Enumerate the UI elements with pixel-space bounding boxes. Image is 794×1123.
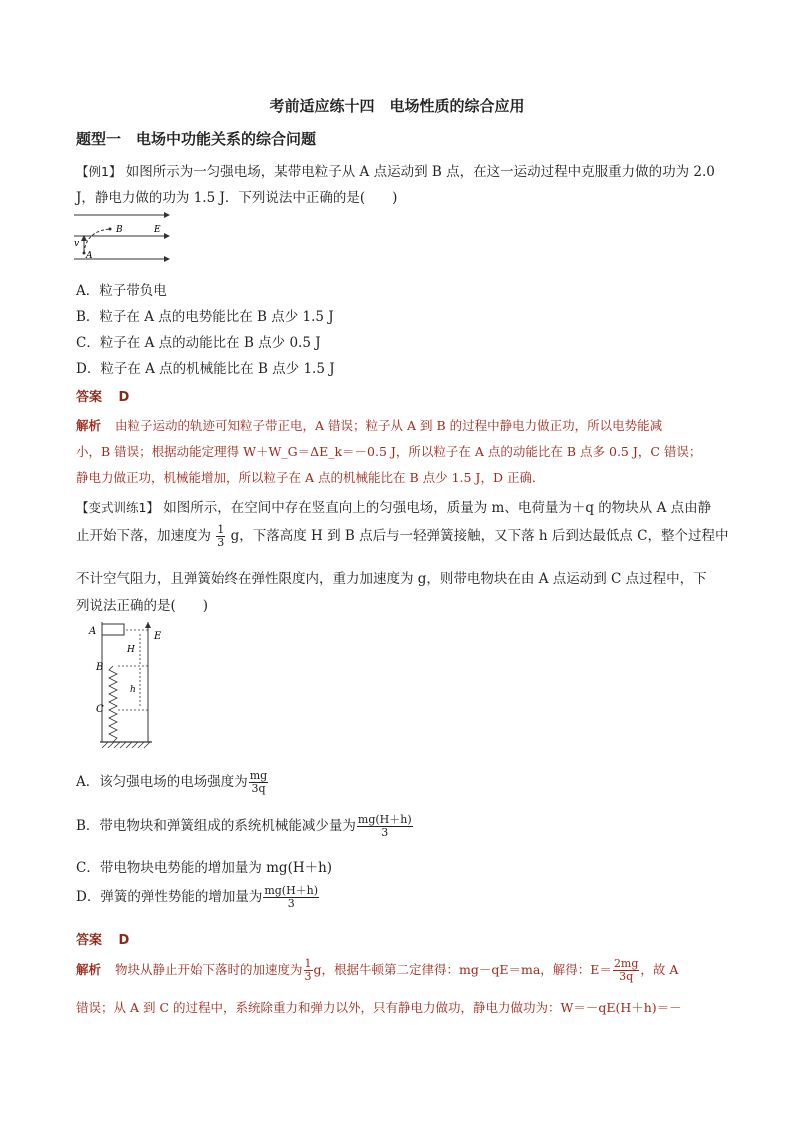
ex2-answer [76,929,129,948]
frac-num: 2mg [613,957,639,970]
ex2-question-text2b: g，下落高度 H 到 B 点后与一轻弹簧接触，又下落 h 后到达最低点 C，整个过程中 [230,528,729,544]
ex1-analysis-line1 [76,416,662,434]
ex1-option-c: C．粒子在 A 点的动能比在 B 点少 0.5 J [76,335,321,351]
ex1-analysis-text1: 由粒子运动的轨迹可知粒子带正电，A 错误；粒子从 A 到 B 的过程中静电力做正功，所以电势能减 [115,418,663,433]
ex1-fig-label-b: B [116,225,123,235]
ex2-answer-value: D [118,933,130,948]
ex2-fig-label-b: B [96,662,104,673]
ex2-spring-figure [82,620,172,752]
frac-den: 3 [304,970,312,983]
ex2-question-line3: 不计空气阻力，且弹簧始终在弹性限度内，重力加速度为 g，则带电物块在由 A 点运动到 C 点过程中，下 [76,571,707,587]
ex1-question-line2: J，静电力做的功为 1.5 J．下列说法中正确的是( ) [76,190,398,206]
frac-num: 1 [217,523,225,536]
ex2-fig-label-h-big: H [127,645,135,655]
frac-den: 3q [251,782,266,795]
ex1-field-figure [70,207,180,267]
ex1-answer [76,386,129,405]
ex2-option-b-fraction [357,814,413,839]
page-title: 考前适应练十四 电场性质的综合应用 [269,97,525,115]
frac-num: 1 [304,957,312,970]
ex2-question-line2 [76,524,729,549]
ex2-option-a-text: A．该匀强电场的电场强度为 [76,774,248,790]
section-heading: 题型一 电场中功能关系的综合问题 [76,130,317,148]
ex2-option-c: C．带电物块电势能的增加量为 mg(H＋h) [76,860,333,876]
ex1-answer-label: 答案 [76,390,103,405]
frac-den: 3 [217,536,225,549]
ex1-option-a: A．粒子带负电 [76,283,167,299]
ex2-option-b-text: B．带电物块和弹簧组成的系统机械能减少量为 [76,818,356,834]
ex2-question-text1: 如图所示，在空间中存在竖直向上的匀强电场，质量为 m、电荷量为＋q 的物块从 A 点由静 [163,500,712,516]
ex1-analysis-line2: 小，B 错误；根据动能定理得 W＋W_G＝ΔE_k＝－0.5 J，所以粒子在 A 点的动能比在 B 点多 0.5 J，C 错误； [76,444,702,459]
ex2-option-a [76,770,269,795]
ex1-answer-value: D [118,390,130,405]
ex1-question-text1: 如图所示为一匀强电场，某带电粒子从 A 点运动到 B 点，在这一运动过程中克服重力做的功为 2.0 [125,164,715,180]
ex1-fig-label-v: v [74,239,80,249]
ex1-question-line1 [76,160,715,180]
ex2-tag: 【变式训练1】 [76,500,159,515]
ex2-analysis-text1a: 物块从静止开始下落时的加速度为 [115,962,303,977]
ex2-fig-label-h-small: h [130,685,136,695]
frac-num: mg(H＋h) [357,813,412,826]
ex2-fig-label-a: A [89,626,97,637]
ex2-analysis-line2: 错误；从 A 到 C 的过程中，系统除重力和弹力以外，只有静电力做功，静电力做功为：W＝－qE(H＋h)＝－ [76,1000,682,1015]
ex1-option-b: B．粒子在 A 点的电势能比在 B 点少 1.5 J [76,309,334,325]
ex2-analysis-fraction2 [613,958,639,983]
frac-num: mg(H＋h) [264,884,319,897]
ex1-analysis-label: 解析 [76,418,102,433]
ex2-analysis-text1b: g，根据牛顿第二定律得：mg－qE＝ma，解得：E＝ [313,962,612,977]
frac-den: 3 [287,897,295,910]
ex2-question-text2a: 止开始下落，加速度为 [76,528,211,544]
ex2-analysis-line1 [76,958,678,983]
ex1-analysis-line3: 静电力做正功，机械能增加，所以粒子在 A 点的机械能比在 B 点少 1.5 J，D 正确． [76,470,545,485]
ex2-question-line4: 列说法正确的是( ) [76,598,209,614]
frac-den: 3 [381,826,389,839]
ex2-question-line1 [76,496,711,516]
ex2-fig-label-e: E [154,631,162,642]
ex2-fraction-one-third [216,524,225,549]
ex2-option-a-fraction [249,770,268,795]
ex1-fig-label-a: A [86,251,93,261]
ex1-tag: 【例1】 [76,164,122,179]
ex2-fig-label-c: C [96,704,104,715]
ex2-analysis-text1c: ，故 A [640,962,679,977]
ex1-option-d: D．粒子在 A 点的机械能比在 B 点少 1.5 J [76,361,335,377]
ex2-answer-label: 答案 [76,933,103,948]
ex2-option-d-text: D．弹簧的弹性势能的增加量为 [76,889,263,905]
ex2-option-d-fraction [263,885,319,910]
ex2-analysis-label: 解析 [76,962,102,977]
frac-num: mg [249,769,268,782]
ex2-analysis-fraction1 [304,958,313,983]
ex1-fig-label-e: E [154,225,161,235]
frac-den: 3q [619,970,634,983]
ex2-option-d [76,885,320,910]
ex2-option-b [76,814,414,839]
